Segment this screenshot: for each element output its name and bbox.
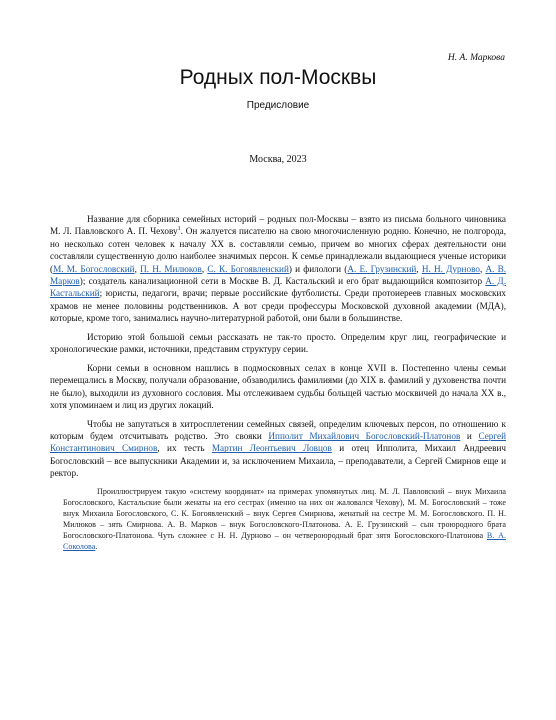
paragraph-text: . Он жалуется писателю на свою многочисленную родню. Конечно, не полгорода, но несколько сотен человек к началу XX в. составляли семью, причем во многих сферах деятельности они составляли существенную долю наиболее значимых персон. К семье принадлежали выдающиеся ученые историки ( <box>50 226 507 274</box>
paragraph-text: ; юристы, педагоги, врачи; первые российские футболисты. Среди протоиереев главных московских храмов не менее половины родственников. А вот среди профессуры Московской духовной академии (МДА), которые, кроме того, занимались научно-литературной работой, они были в большинстве. <box>50 288 506 324</box>
author-name: Н. А. Маркова <box>447 53 505 63</box>
link-bogoslovsky-mm[interactable]: М. М. Богословский <box>53 263 135 274</box>
paragraph-scope: Историю этой большой семьи рассказать не так-то просто. Определим круг лиц, географические и хронологические рамки, источники, представим структуру серии. <box>50 331 506 355</box>
footnote-marker[interactable]: 1 <box>177 226 181 233</box>
link-sokolov[interactable]: В. А. Соколова <box>63 530 506 551</box>
note-text: . <box>95 541 98 551</box>
link-markov[interactable]: А. В. Марков <box>50 263 507 287</box>
paragraph-key-persons <box>50 418 506 480</box>
paragraph-text: ) и филологи ( <box>288 263 348 274</box>
note-text: Проиллюстрируем такую «систему координат» на примерах упомянутых лиц. М. Л. Павловский – внук Михаила Богословского, Кастальские были женаты на его сестрах (именно на них он жаловался Чехову), М. М. Богословский – тоже внук Михаила Богословского, С. К. Богоявленский – внук Сергея Смирнова, женатый на сестре М. М. Богословского. П. Н. Милюков – зять Смирнова. А. В. Марков – внук Богословского-Платонова. А. Е. Грузинский – сын троюродного брата Богословского-Платонова. Чуть сложнее с Н. Н. Дурново – он четвероюродный брат зятя Богословского-Платонова <box>63 486 506 540</box>
link-lovtsov[interactable]: Мартин Леонтьевич Ловцов <box>211 443 332 454</box>
document-body <box>50 213 506 552</box>
paragraph-text: Название для сборника семейных историй – родных пол-Москвы – взято из письма больного чиновника М. Л. Павловского А. П. Чехову <box>50 214 506 237</box>
separator: , <box>201 263 208 274</box>
paragraph-text: Чтобы не запутаться в хитросплетении семейных связей, определим ключевых персон, по отношению к которым будем отсчитывать родство. Это свояки <box>50 418 506 442</box>
link-bogoyavlensky[interactable]: С. К. Богоявленский <box>207 263 289 274</box>
link-bogoslovsky-platonov[interactable]: Ипполит Михайлович Богословский-Платонов <box>268 431 461 442</box>
link-gruzinsky[interactable]: А. Е. Грузинский <box>347 263 417 274</box>
paragraph-roots: Корни семьи в основном нашлись в подмосковных селах в конце XVII в. Постепенно члены семьи перемещались в Москву, получали образование, обзаводились фамилиями (до XIX в. фамилий у духовенства почти не было), выходили из духовного сословия. Мы отслеживаем судьбы больщей частью москвичей до начала XX в., хотя упоминаем и лиц из других локаций. <box>50 362 506 411</box>
paragraph-intro <box>50 213 506 325</box>
paragraph-text: , их тесть <box>157 443 212 454</box>
paragraph-text: и <box>460 431 479 442</box>
link-durnovo[interactable]: Н. Н. Дурново <box>421 263 480 274</box>
separator: , <box>416 263 422 274</box>
page-title: Родных пол-Москвы <box>179 66 377 89</box>
place-date: Москва, 2023 <box>249 154 307 165</box>
paragraph-text: и отец Ипполита, Михаил Андреевич Богословский – все выпускники Академии и, за исключением Михаила, – преподаватели, а Сергей Смирнов еще и ректор. <box>50 443 507 479</box>
link-kastalsky[interactable]: А. Д. Кастальский <box>50 276 506 299</box>
page-subtitle: Предисловие <box>246 100 310 111</box>
paragraph-note <box>63 486 506 552</box>
link-smirnov[interactable]: Сергей Константинович Смирнов <box>50 431 507 454</box>
link-milyukov[interactable]: П. Н. Милюков <box>140 263 202 274</box>
separator: , <box>134 263 141 274</box>
paragraph-text: ); создатель канализационной сети в Москве В. Д. Кастальский и его брат выдающийся композитор <box>79 276 486 287</box>
separator: , <box>479 263 486 274</box>
